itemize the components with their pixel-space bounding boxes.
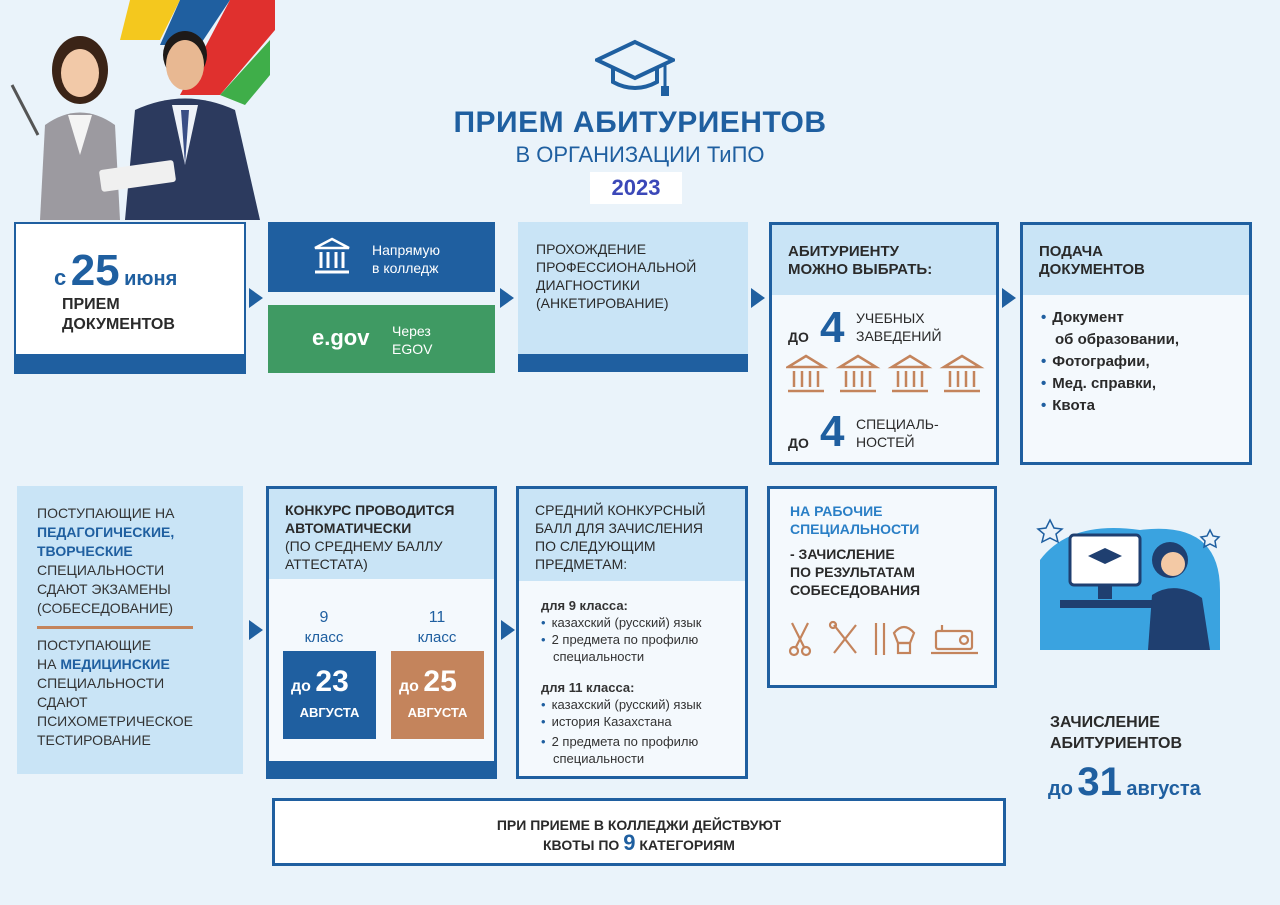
working-b3: СОБЕСЕДОВАНИЯ <box>790 582 921 598</box>
grade9-label: класс <box>304 629 344 646</box>
start-date-card <box>14 222 246 374</box>
choice-header2: МОЖНО ВЫБРАТЬ: <box>788 261 933 278</box>
subjects-g11-item3: • 2 предмета по профилю <box>541 733 746 750</box>
choice-do1: ДО <box>788 329 809 345</box>
page-title: ПРИЕМ АБИТУРИЕНТОВ <box>453 106 827 139</box>
choice-num2: 4 <box>820 407 845 456</box>
quota-banner <box>272 798 1006 866</box>
exams-p1-line1: ПОСТУПАЮЩИЕ НА <box>37 505 175 521</box>
grade11-day: 25 <box>423 665 457 698</box>
arrow-3 <box>751 288 765 308</box>
contest-card <box>266 486 497 779</box>
documents-header1: ПОДАЧА <box>1039 243 1103 260</box>
enrollment-illustration <box>1030 500 1230 660</box>
exams-p2-line3: МЕДИЦИНСКИЕ <box>60 656 170 672</box>
egov-line1: Через <box>392 323 431 339</box>
grade9-month: АВГУСТА <box>299 705 360 720</box>
egov-logo: e.gov <box>312 325 370 350</box>
people-illustration <box>0 15 280 220</box>
subjects-g9-item3: специальности <box>553 649 645 664</box>
choice-do2: ДО <box>788 435 809 451</box>
subjects-h2: БАЛЛ ДЛЯ ЗАЧИСЛЕНИЯ <box>535 520 704 536</box>
working-b1: - ЗАЧИСЛЕНИЕ <box>790 546 895 562</box>
documents-card <box>1020 222 1252 465</box>
direct-line1: Напрямую <box>372 242 440 258</box>
working-specialties-card <box>767 486 997 688</box>
contest-h4: АТТЕСТАТА) <box>285 556 368 572</box>
documents-header2: ДОКУМЕНТОВ <box>1039 261 1145 278</box>
exams-p1-line2: ПЕДАГОГИЧЕСКИЕ, <box>37 524 175 540</box>
arrow-6 <box>501 620 515 640</box>
start-month: июня <box>124 268 178 290</box>
arrow-2 <box>500 288 514 308</box>
working-h2: СПЕЦИАЛЬНОСТИ <box>790 521 920 537</box>
working-h1: НА РАБОЧИЕ <box>790 503 883 519</box>
choice-num1: 4 <box>820 303 845 352</box>
direct-line2: в колледж <box>372 260 439 276</box>
grade9-do: до <box>291 678 311 695</box>
grade9-date-box <box>283 651 376 739</box>
choice-card <box>769 222 999 465</box>
exams-p1-line4: СПЕЦИАЛЬНОСТИ <box>37 562 165 578</box>
diagnostics-line3: ДИАГНОСТИКИ <box>536 277 640 293</box>
subjects-g9-item2: • 2 предмета по профилю <box>541 631 746 648</box>
arrow-4 <box>1002 288 1016 308</box>
exams-p1-line5: СДАЮТ ЭКЗАМЕНЫ <box>37 581 171 597</box>
subjects-h1: СРЕДНИЙ КОНКУРСНЫЙ <box>535 502 706 518</box>
subjects-g9-title: для 9 класса: <box>541 598 628 613</box>
exams-p2-line4: СПЕЦИАЛЬНОСТИ <box>37 675 165 691</box>
quota-number: 9 <box>623 830 636 855</box>
diagnostics-line1: ПРОХОЖДЕНИЕ <box>536 241 647 257</box>
choice-label1b: ЗАВЕДЕНИЙ <box>856 328 942 344</box>
choice-label2b: НОСТЕЙ <box>856 434 915 450</box>
grade11-month: АВГУСТА <box>407 705 468 720</box>
subjects-g11-title: для 11 класса: <box>541 680 635 695</box>
subjects-g11-item1: • казахский (русский) язык <box>541 696 746 713</box>
graduation-cap-icon <box>595 38 675 100</box>
choice-label1a: УЧЕБНЫХ <box>856 310 925 326</box>
subjects-h3: ПО СЛЕДУЮЩИМ <box>535 538 656 554</box>
page-subtitle: В ОРГАНИЗАЦИИ ТиПО <box>515 142 765 167</box>
contest-h1: КОНКУРС ПРОВОДИТСЯ <box>285 502 455 518</box>
start-day: 25 <box>70 246 120 295</box>
year-badge: 2023 <box>590 172 682 204</box>
start-line2: ДОКУМЕНТОВ <box>62 316 175 333</box>
grade11-do: до <box>399 678 419 695</box>
arrow-1 <box>249 288 263 308</box>
grade9-day: 23 <box>315 665 349 698</box>
grade11-number: 11 <box>428 609 446 626</box>
exams-p2-line5: СДАЮТ <box>37 694 88 710</box>
final-line2: АБИТУРИЕНТОВ <box>1050 735 1183 752</box>
contest-h3: (ПО СРЕДНЕМУ БАЛЛУ <box>285 538 443 554</box>
grade9-number: 9 <box>319 609 329 626</box>
subjects-g11-item4: специальности <box>553 751 645 766</box>
exams-card <box>17 486 243 774</box>
working-b2: ПО РЕЗУЛЬТАТАМ <box>790 564 915 580</box>
diagnostics-line2: ПРОФЕССИОНАЛЬНОЙ <box>536 259 697 275</box>
exams-p2-line1: ПОСТУПАЮЩИЕ <box>37 637 152 653</box>
start-line1: ПРИЕМ <box>62 296 120 313</box>
start-prefix: с <box>54 265 67 290</box>
final-month: августа <box>1126 778 1201 800</box>
diagnostics-card <box>518 222 748 372</box>
documents-item-2: об образовании, <box>1055 331 1179 348</box>
subjects-card <box>516 486 748 779</box>
documents-item-4: • Мед. справки, <box>1041 375 1156 392</box>
egov-option <box>268 305 495 373</box>
bank-building-icon <box>312 236 352 276</box>
exams-p1-line3: ТВОРЧЕСКИЕ <box>37 543 133 559</box>
quota-prefix: КВОТЫ ПО <box>543 837 620 853</box>
grade11-label: класс <box>417 629 457 646</box>
college-icons <box>786 353 991 397</box>
subjects-g9-item1: • казахский (русский) язык <box>541 614 746 631</box>
exams-p2-line7: ТЕСТИРОВАНИЕ <box>37 732 151 748</box>
quota-line1: ПРИ ПРИЕМЕ В КОЛЛЕДЖИ ДЕЙСТВУЮТ <box>496 817 782 833</box>
final-do: до <box>1048 778 1073 800</box>
subjects-h4: ПРЕДМЕТАМ: <box>535 556 628 572</box>
documents-item-5: • Квота <box>1041 397 1095 414</box>
exams-p2-line2: НА <box>37 656 57 672</box>
grade11-date-box <box>391 651 484 739</box>
arrow-5 <box>249 620 263 640</box>
final-line1: ЗАЧИСЛЕНИЕ <box>1050 714 1160 731</box>
contest-h2: АВТОМАТИЧЕСКИ <box>285 520 412 536</box>
exams-p2-line6: ПСИХОМЕТРИЧЕСКОЕ <box>37 713 193 729</box>
egov-line2: EGOV <box>392 341 433 357</box>
documents-item-1: • Документ <box>1041 309 1124 326</box>
subjects-g11-item2: • история Казахстана <box>541 713 746 730</box>
exams-p1-line6: (СОБЕСЕДОВАНИЕ) <box>37 600 174 616</box>
choice-header1: АБИТУРИЕНТУ <box>788 243 900 260</box>
final-day: 31 <box>1077 760 1122 804</box>
quota-suffix: КАТЕГОРИЯМ <box>639 837 735 853</box>
documents-item-3: • Фотографии, <box>1041 353 1150 370</box>
direct-option <box>268 222 495 292</box>
exams-divider <box>37 626 193 629</box>
trade-tools-icons <box>786 619 981 659</box>
choice-label2a: СПЕЦИАЛЬ- <box>856 416 939 432</box>
diagnostics-line4: (АНКЕТИРОВАНИЕ) <box>536 295 669 311</box>
